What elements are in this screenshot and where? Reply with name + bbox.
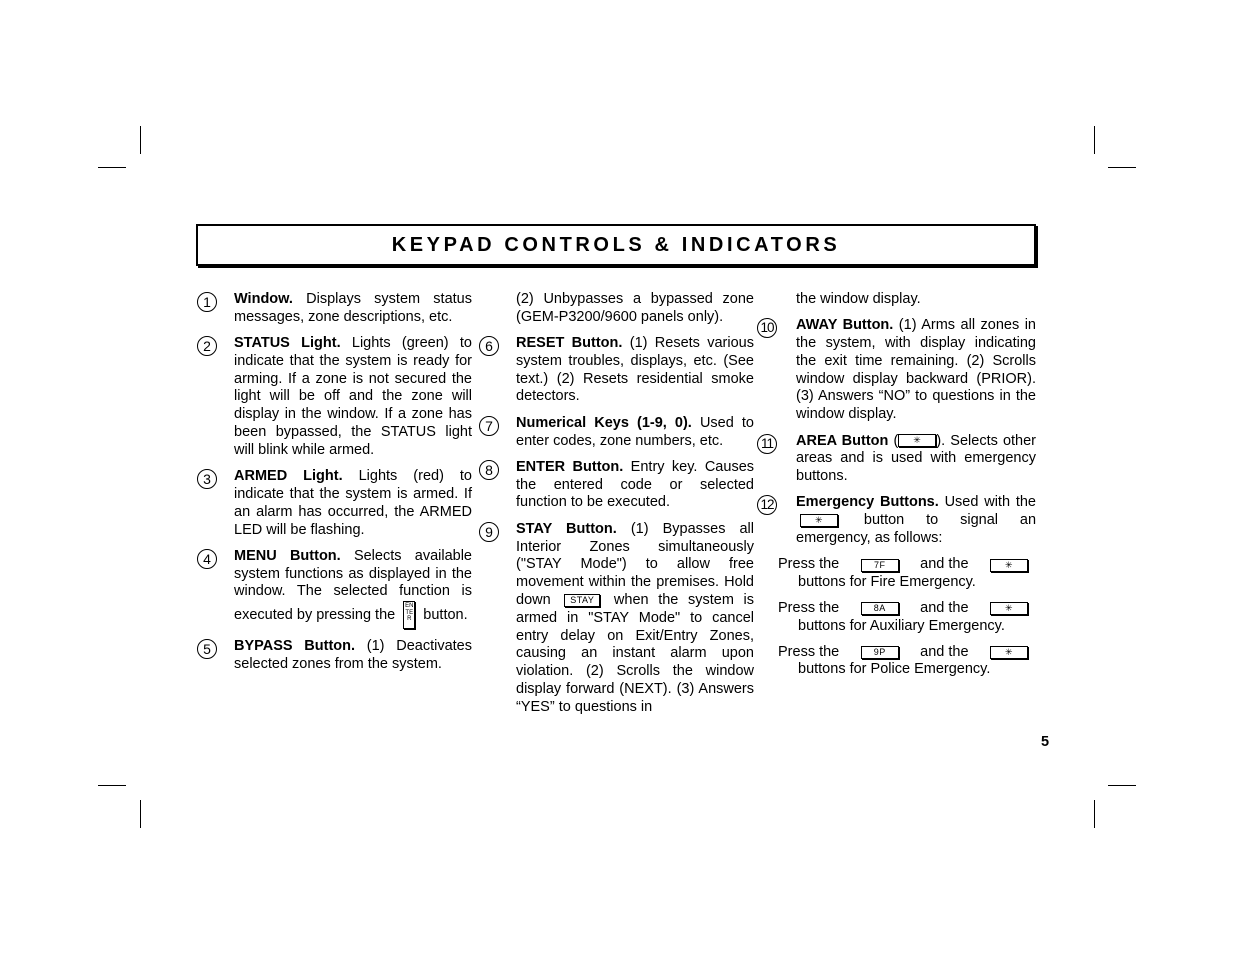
item-number: 1 [197,292,217,312]
item-text: ). Selects other areas and is used with emergency buttons. [796,432,1037,485]
item-heading: STATUS Light. [234,335,341,352]
item-heading: Emergency Buttons. [796,494,939,511]
item-menu-button [196,548,472,629]
area-key-icon: ✳ [800,514,838,527]
instruction-text: and the [920,599,969,616]
emergency-instruction-auxiliary [758,600,1036,636]
auxiliary-key-icon: 8A [861,602,899,615]
item-bypass-button [196,638,472,674]
item-text: Displays system status messages, zone descriptions, etc. [234,291,472,325]
area-key-icon: ✳ [990,646,1028,659]
item-reset-button [478,335,754,406]
item-emergency-buttons [758,494,1036,547]
item-text: Used to enter codes, zone numbers, etc. [516,414,754,449]
item-heading: RESET Button. [516,335,623,352]
item-heading: ARMED Light. [234,468,343,485]
crop-mark [1094,800,1095,828]
item-text: Selects available system functions as displayed in the window. The selected function is executed by pressing the [234,547,472,624]
item-number: 2 [197,336,217,356]
item-area-button [758,433,1036,486]
page-number: 5 [1041,734,1050,750]
enter-key-icon: ENTER [403,601,415,629]
item-text: Lights (green) to indicate that the system is ready for arming. If a zone is not secured the light will be off and the zone will display in the window. If a zone has been bypassed, the STATUS light will blink while armed. [234,335,472,458]
crop-mark [98,785,126,786]
instruction-text: and the [920,643,969,660]
item-heading: STAY Button. [516,520,617,537]
instruction-text: Press the [778,556,840,573]
crop-mark [1108,167,1136,168]
area-key-icon: ✳ [990,602,1028,615]
crop-mark [98,167,126,168]
item-number: 8 [479,460,499,480]
item-text: Used with the [938,494,1036,511]
instruction-description: buttons for Fire Emergency. [798,574,976,591]
instruction-text: Press the [778,599,840,616]
item-armed-light [196,468,472,539]
emergency-instruction-police [758,644,1036,680]
instruction-text: Press the [778,643,840,660]
item-enter-button [478,459,754,512]
item-heading: BYPASS Button. [234,637,356,654]
item-away-button [758,317,1036,424]
police-key-icon: 9P [861,646,899,659]
item-heading: Window. [234,291,293,307]
area-key-icon: ✳ [990,559,1028,572]
item-number: 12 [757,495,777,515]
column-3 [758,291,1036,687]
item-number: 5 [197,639,217,659]
item-text-after: when the system is armed in "STAY Mode" to cancel entry delay on Exit/Entry Zones, causing an instant alarm upon violation. (2) Scrolls the window display forward (NEXT). (3) Answers “YES” to questions in [516,591,754,715]
section-title-box [196,224,1036,266]
crop-mark [140,800,141,828]
item-number: 9 [479,522,499,542]
crop-mark [1094,126,1095,154]
item-text-after: button to signal an emergency, as follows: [796,512,1037,547]
item-number: 10 [757,318,777,338]
item-text: (1) Deactivates selected zones from the system. [234,637,472,672]
instruction-text: and the [920,556,969,573]
item-text: Lights (red) to indicate that the system is armed. If an alarm has occurred, the ARMED LED will be flashing. [234,468,472,538]
item-heading: AREA Button [796,432,889,449]
item-text-pre: ( [888,432,899,449]
area-key-icon: ✳ [898,434,936,447]
item-window [196,291,472,327]
instruction-description: buttons for Police Emergency. [798,661,991,678]
item-stay-button-continued [758,291,1036,309]
crop-mark [140,126,141,154]
item-text-after: button. [423,607,468,624]
emergency-instruction-fire [758,556,1036,592]
fire-key-icon: 7F [861,559,899,572]
item-heading: ENTER Button. [516,458,624,475]
item-text: the window display. [796,291,921,307]
item-text: (2) Unbypasses a bypassed zone (GEM-P3200/9600 panels only). [516,291,754,325]
item-heading: AWAY Button. [796,317,894,334]
item-numerical-keys [478,415,754,451]
instruction-description: buttons for Auxiliary Emergency. [798,617,1005,634]
item-number: 3 [197,469,217,489]
item-text: Entry key. Causes the entered code or selected function to be executed. [516,458,755,511]
column-2 [478,291,754,725]
crop-mark [1108,785,1136,786]
item-text: (1) Bypasses all Interior Zones simultaneously ("STAY Mode") to allow free movement within the premises. Hold down [516,520,754,608]
stay-key-icon: STAY [564,594,600,607]
item-number: 4 [197,549,217,569]
page-title: KEYPAD CONTROLS & INDICATORS [391,233,841,256]
item-text: (1) Arms all zones in the system, with display indicating the exit time remaining. (2) Scrolls window display backward (PRIOR). (3) Answers “NO” to questions in the window display. [796,317,1036,423]
item-bypass-button-continued [478,291,754,327]
item-number: 11 [757,434,777,454]
item-number: 6 [479,336,499,356]
item-text: (1) Resets various system troubles, displays, etc. (See text.) (2) Resets residential smoke detectors. [516,335,754,405]
column-1 [196,291,472,682]
item-number: 7 [479,416,499,436]
item-heading: Numerical Keys (1-9, 0). [516,414,692,431]
item-status-light [196,335,472,460]
item-stay-button [478,521,754,717]
item-heading: MENU Button. [234,547,341,564]
